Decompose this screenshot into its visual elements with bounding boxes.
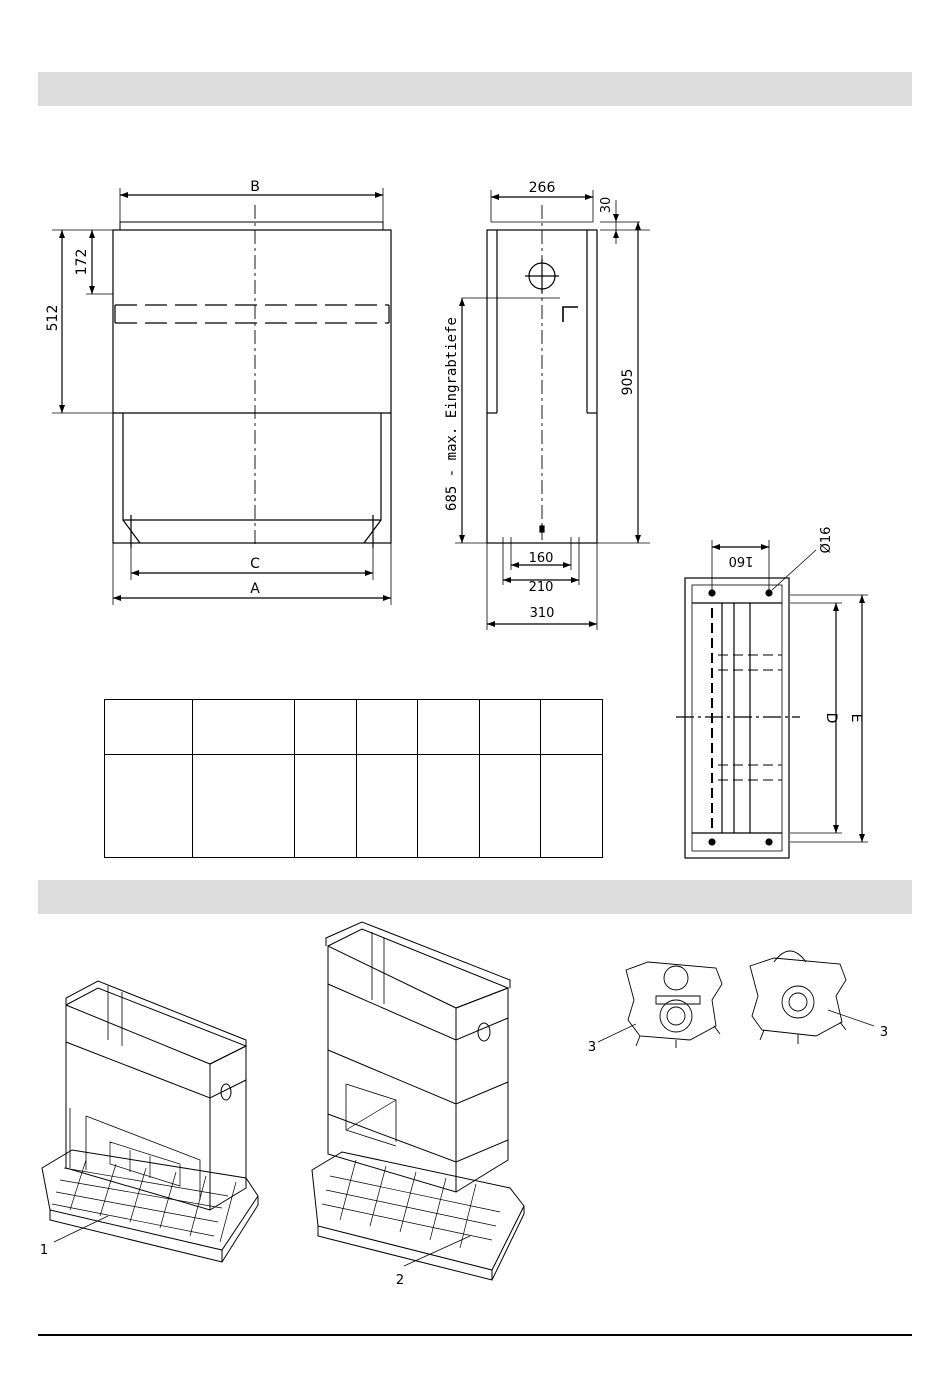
table-cell xyxy=(480,700,541,755)
top-dim-d: D xyxy=(823,712,839,724)
dimensions-table xyxy=(104,699,603,858)
side-dim-30: 30 xyxy=(599,196,614,214)
side-dim-266: 266 xyxy=(528,180,556,196)
table-cell xyxy=(105,755,193,858)
top-view xyxy=(676,540,868,858)
table-cell xyxy=(541,700,603,755)
side-dim-905: 905 xyxy=(620,368,636,396)
isometric-illustration-2 xyxy=(312,922,524,1280)
table-cell xyxy=(357,700,418,755)
detail-illustration-3 xyxy=(598,951,874,1048)
table-cell xyxy=(418,755,480,858)
front-dim-b: B xyxy=(250,179,260,195)
table-row xyxy=(105,755,603,858)
callout-1: 1 xyxy=(39,1243,49,1258)
isometric-illustration-1 xyxy=(39,981,258,1262)
callout-3-right: 3 xyxy=(879,1025,889,1040)
table-cell xyxy=(357,755,418,858)
table-cell xyxy=(295,755,357,858)
front-view xyxy=(52,188,391,605)
side-dim-eingrabtiefe: 685 - max. Eingrabtiefe xyxy=(444,317,460,511)
top-dim-hole: Ø16 xyxy=(819,526,834,554)
callout-3-left: 3 xyxy=(587,1040,597,1055)
table-cell xyxy=(541,755,603,858)
table-cell xyxy=(193,700,295,755)
top-dim-160: 160 xyxy=(728,553,754,568)
table-cell xyxy=(480,755,541,858)
side-dim-210: 210 xyxy=(528,580,554,595)
table-cell xyxy=(295,700,357,755)
table-cell xyxy=(105,700,193,755)
front-dim-512: 512 xyxy=(45,304,61,332)
callout-2: 2 xyxy=(395,1273,405,1288)
side-dim-160: 160 xyxy=(528,551,554,566)
table-cell xyxy=(418,700,480,755)
top-dim-e: E xyxy=(848,713,864,723)
side-dim-310: 310 xyxy=(529,606,555,621)
table-cell xyxy=(193,755,295,858)
table-header-row xyxy=(105,700,603,755)
front-dim-172: 172 xyxy=(74,248,90,276)
front-dim-c: C xyxy=(250,556,260,572)
front-dim-a: A xyxy=(250,581,260,597)
